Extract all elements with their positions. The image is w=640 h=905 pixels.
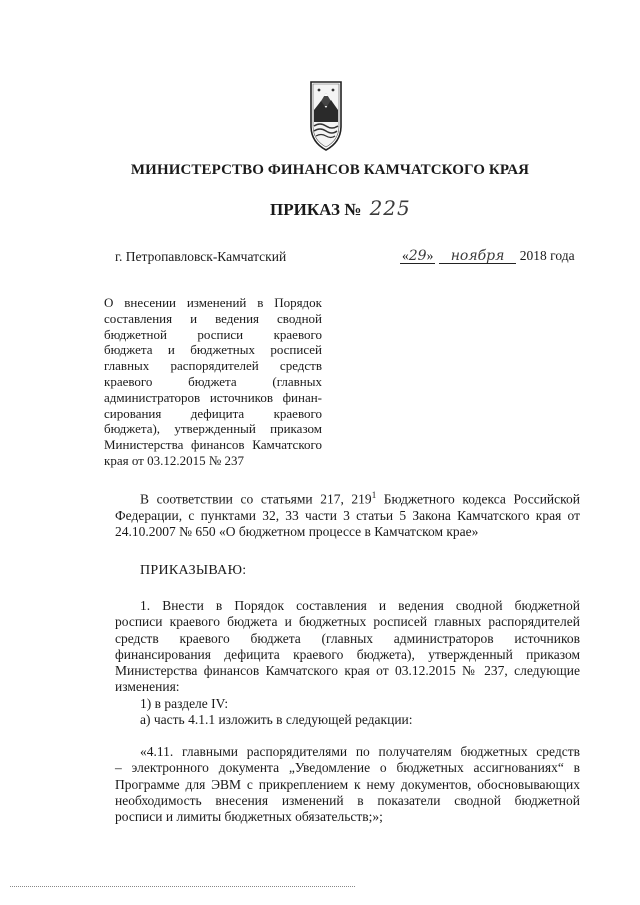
quote-line: Программе для ЭВМ с прикреплением к нему документов, обосновывающих — [115, 776, 580, 792]
date-month: ноября — [450, 248, 505, 264]
item-line: средств краевого бюджета (главных администраторов источников — [115, 630, 580, 646]
item-line: финансирования дефицита краевого бюджета), утвержденный приказом — [115, 646, 580, 662]
quote-line: – электронного документа „Уведомление о бюджетных ассигнованиях“ в — [115, 760, 580, 776]
item-line: 1) в разделе IV: — [140, 695, 229, 711]
order-heading — [270, 196, 411, 220]
order-date: «29» ноября 2018 года — [402, 248, 575, 264]
subject-line: составления и ведения сводной — [104, 310, 322, 326]
subject-line: главных распорядителей средств — [104, 358, 322, 374]
date-day: 29 — [408, 248, 427, 264]
order-subject — [104, 295, 322, 469]
subject-line: бюджетной росписи краевого — [104, 326, 322, 342]
city: г. Петропавловск-Камчатский — [115, 249, 287, 264]
legal-basis-paragraph — [115, 487, 580, 540]
item-1-paragraph — [115, 598, 580, 728]
subject-line: краевого бюджета (главных — [104, 373, 322, 389]
quote-line: «4.11. главными распорядителями по получателям бюджетных средств — [140, 744, 580, 759]
subject-line: О внесении изменений в Порядок — [104, 295, 322, 310]
item-line: 1. Внести в Порядок составления и ведения сводной бюджетной — [140, 598, 580, 613]
quote-line: росписи и лимиты бюджетных обязательств;»; — [115, 809, 383, 825]
item-line: изменения: — [115, 679, 180, 695]
basis-line: В соответствии со статьями 217, $219^1$ Бюджетного кодекса Российской — [140, 490, 580, 507]
command-word: ПРИКАЗЫВАЮ: — [140, 563, 247, 578]
order-label: ПРИКАЗ № — [270, 200, 362, 219]
quote-line: необходимость внесения изменений в показатели сводной бюджетной — [115, 792, 580, 808]
basis-line: 24.10.2007 № 650 «О бюджетном процессе в Камчатском крае» — [115, 524, 479, 540]
item-line: а) часть 4.1.1 изложить в следующей редакции: — [140, 712, 413, 728]
quoted-amendment — [115, 744, 580, 825]
subject-line: сирования дефицита краевого — [104, 405, 322, 421]
page-edge-dots — [10, 886, 355, 887]
kamchatka-coat-of-arms — [302, 76, 350, 156]
order-number: 225 — [369, 196, 411, 220]
item-line: Министерства финансов Камчатского края от 03.12.2015 № 237, следующие — [115, 663, 580, 679]
subject-line: Министерства финансов Камчатского — [104, 437, 322, 453]
item-line: росписи краевого бюджета и бюджетных росписей главных распорядителей — [115, 614, 580, 630]
subject-line: бюджета и бюджетных росписей — [104, 342, 322, 358]
footnote-superscript: 1 — [371, 490, 377, 500]
subject-line: администраторов источников финан- — [104, 389, 322, 405]
subject-line: края от 03.12.2015 № 237 — [104, 452, 244, 468]
date-year: 2018 года — [519, 248, 575, 263]
subject-line: бюджета), утвержденный приказом — [104, 421, 322, 437]
ministry-title: МИНИСТЕРСТВО ФИНАНСОВ КАМЧАТСКОГО КРАЯ — [130, 162, 530, 178]
basis-line: Федерации, с пунктами 32, 33 части 3 статьи 5 Закона Камчатского края от — [115, 507, 580, 523]
